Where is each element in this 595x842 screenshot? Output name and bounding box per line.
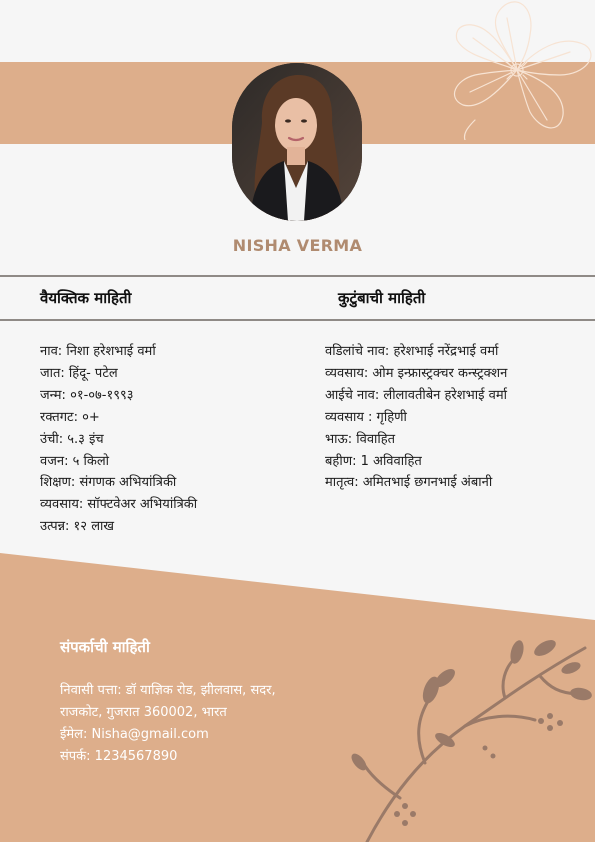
list-item: उत्पन्न: १२ लाख: [40, 519, 115, 535]
contact-info: [60, 680, 276, 768]
list-item: मातृत्व: अमितभाई छगनभाई अंबानी: [325, 475, 493, 491]
list-item: भाऊ: विवाहित: [325, 431, 396, 447]
phone-text: संपर्क: 1234567890: [60, 748, 178, 764]
list-item: शिक्षण: संगणक अभियांत्रिकी: [40, 475, 177, 491]
list-item: व्यवसाय : गृहिणी: [325, 409, 407, 425]
list-item: जात: हिंदू- पटेल: [40, 365, 118, 381]
list-item: वडिलांचे नाव: हरेशभाई नरेंद्रभाई वर्मा: [325, 344, 499, 359]
list-item: रक्तगट: ०+: [40, 409, 100, 425]
profile-name: NISHA VERMA: [232, 236, 363, 255]
list-item: जन्म: ०१-०७-१९९३: [40, 387, 134, 403]
list-item: व्यवसाय: ओम इन्फ्रास्ट्रक्चर कन्स्ट्रक्शन: [325, 365, 508, 381]
leafy-branch-icon: [345, 628, 595, 842]
list-item: आईचे नाव: लीलावतीबेन हरेशभाई वर्मा: [325, 387, 507, 403]
list-item: वजन: ५ किलो: [40, 453, 110, 469]
list-item: नाव: निशा हरेशभाई वर्मा: [40, 344, 156, 359]
list-item: बहीण: 1 अविवाहित: [325, 453, 422, 469]
address-line: निवासी पत्ता: डॉ याज्ञिक रोड, झीलवास, सदर,: [60, 683, 276, 698]
personal-info-heading: वैयक्तिक माहिती: [40, 289, 132, 307]
email-text: ईमेल: Nisha@gmail.com: [60, 726, 209, 742]
list-item: व्यवसाय: सॉफ्टवेअर अभियांत्रिकी: [40, 497, 198, 513]
address-line: राजकोट, गुजरात 360002, भारत: [60, 704, 227, 720]
contact-info-heading: संपर्काची माहिती: [60, 638, 150, 656]
list-item: उंची: ५.३ इंच: [40, 431, 104, 447]
family-info-heading: कुटुंबाची माहिती: [338, 289, 426, 307]
